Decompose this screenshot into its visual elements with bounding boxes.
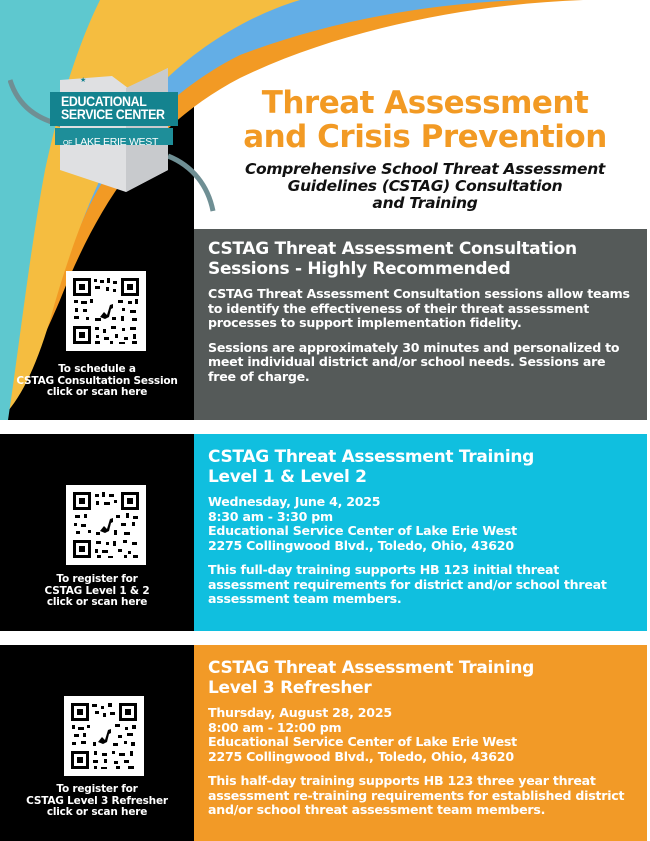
page-subtitle	[210, 161, 640, 212]
level-1-2-description: This full-day training supports HB 123 initial threat assessment requirements for district and/or school threat assessment team members.	[208, 562, 607, 606]
level-3-details	[208, 706, 633, 764]
consultation-body	[208, 287, 633, 384]
consultation-qr-caption[interactable]	[0, 364, 194, 399]
subtitle-line-3: and Training	[372, 194, 478, 212]
caption-line-3: click or scan here	[46, 386, 148, 398]
level-1-2-panel	[194, 434, 647, 631]
level-3-qr-caption[interactable]	[0, 784, 194, 819]
esc-lake-erie-west-logo	[8, 66, 218, 236]
heading-line-1: CSTAG Threat Assessment Training	[208, 447, 535, 467]
consultation-paragraph-1: CSTAG Threat Assessment Consultation sessions allow teams to identify the effectiveness of their threat assessment processes to support implementation fidelity.	[208, 286, 630, 330]
logo-line-service-center: SERVICE CENTER	[61, 107, 165, 122]
caption-line-1: To register for	[56, 783, 138, 795]
event-time: 8:00 am - 12:00 pm	[208, 719, 342, 735]
logo-line-educational: EDUCATIONAL	[61, 94, 147, 109]
subtitle-line-1: Comprehensive School Threat Assessment	[244, 160, 606, 178]
level-3-qr-code[interactable]	[64, 696, 144, 776]
subtitle-line-2: Guidelines (CSTAG) Consultation	[287, 177, 563, 195]
consultation-panel	[194, 229, 647, 420]
logo-emblem-icon	[8, 66, 218, 236]
event-time: 8:30 am - 3:30 pm	[208, 508, 333, 524]
caption-line-1: To register for	[56, 573, 138, 585]
svg-text:★: ★	[80, 76, 87, 84]
level-1-2-qr-code[interactable]	[66, 485, 146, 565]
logo-line-lake-erie-west	[63, 136, 183, 148]
caption-line-2: CSTAG Level 1 & 2	[44, 584, 150, 597]
event-date: Wednesday, June 4, 2025	[208, 494, 381, 509]
heading-line-2: Sessions - Highly Recommended	[208, 259, 511, 279]
caption-line-1: To schedule a	[58, 363, 136, 375]
page-title	[200, 86, 650, 154]
level-3-description: This half-day training supports HB 123 three year threat assessment re-training requirements for established district and/or school threat assessment team members.	[208, 773, 625, 817]
logo-lake-erie-west: LAKE ERIE WEST	[74, 136, 159, 148]
caption-line-3: click or scan here	[46, 806, 148, 818]
caption-line-3: click or scan here	[46, 596, 148, 608]
level-3-body	[208, 706, 633, 818]
caption-line-2: CSTAG Level 3 Refresher	[26, 794, 168, 807]
caption-line-2: CSTAG Consultation Session	[16, 374, 178, 387]
heading-line-1: CSTAG Threat Assessment Consultation	[208, 239, 577, 259]
event-address: 2275 Collingwood Blvd., Toledo, Ohio, 43620	[208, 748, 514, 764]
level-1-2-qr-caption[interactable]	[0, 574, 194, 609]
title-line-2: and Crisis Prevention	[243, 119, 607, 155]
event-location: Educational Service Center of Lake Erie West	[208, 734, 517, 749]
level-1-2-details	[208, 495, 633, 553]
heading-line-2: Level 3 Refresher	[208, 678, 372, 698]
title-line-1: Threat Assessment	[261, 85, 589, 121]
logo-of: OF	[63, 140, 73, 147]
level-1-2-body	[208, 495, 633, 607]
qr-code-icon	[66, 271, 146, 351]
heading-line-1: CSTAG Threat Assessment Training	[208, 658, 535, 678]
event-date: Thursday, August 28, 2025	[208, 705, 392, 720]
consultation-heading	[208, 239, 633, 279]
consultation-paragraph-2: Sessions are approximately 30 minutes and personalized to meet individual district and/or school needs. Sessions are free of charge.	[208, 339, 620, 384]
level-3-heading	[208, 658, 633, 698]
level-3-panel	[194, 645, 647, 841]
heading-line-2: Level 1 & Level 2	[208, 467, 367, 487]
qr-code-icon	[66, 485, 146, 565]
event-location: Educational Service Center of Lake Erie West	[208, 523, 517, 538]
event-address: 2275 Collingwood Blvd., Toledo, Ohio, 43620	[208, 537, 514, 553]
level-1-2-heading	[208, 447, 633, 487]
qr-code-icon	[64, 696, 144, 776]
consultation-qr-code[interactable]	[66, 271, 146, 351]
